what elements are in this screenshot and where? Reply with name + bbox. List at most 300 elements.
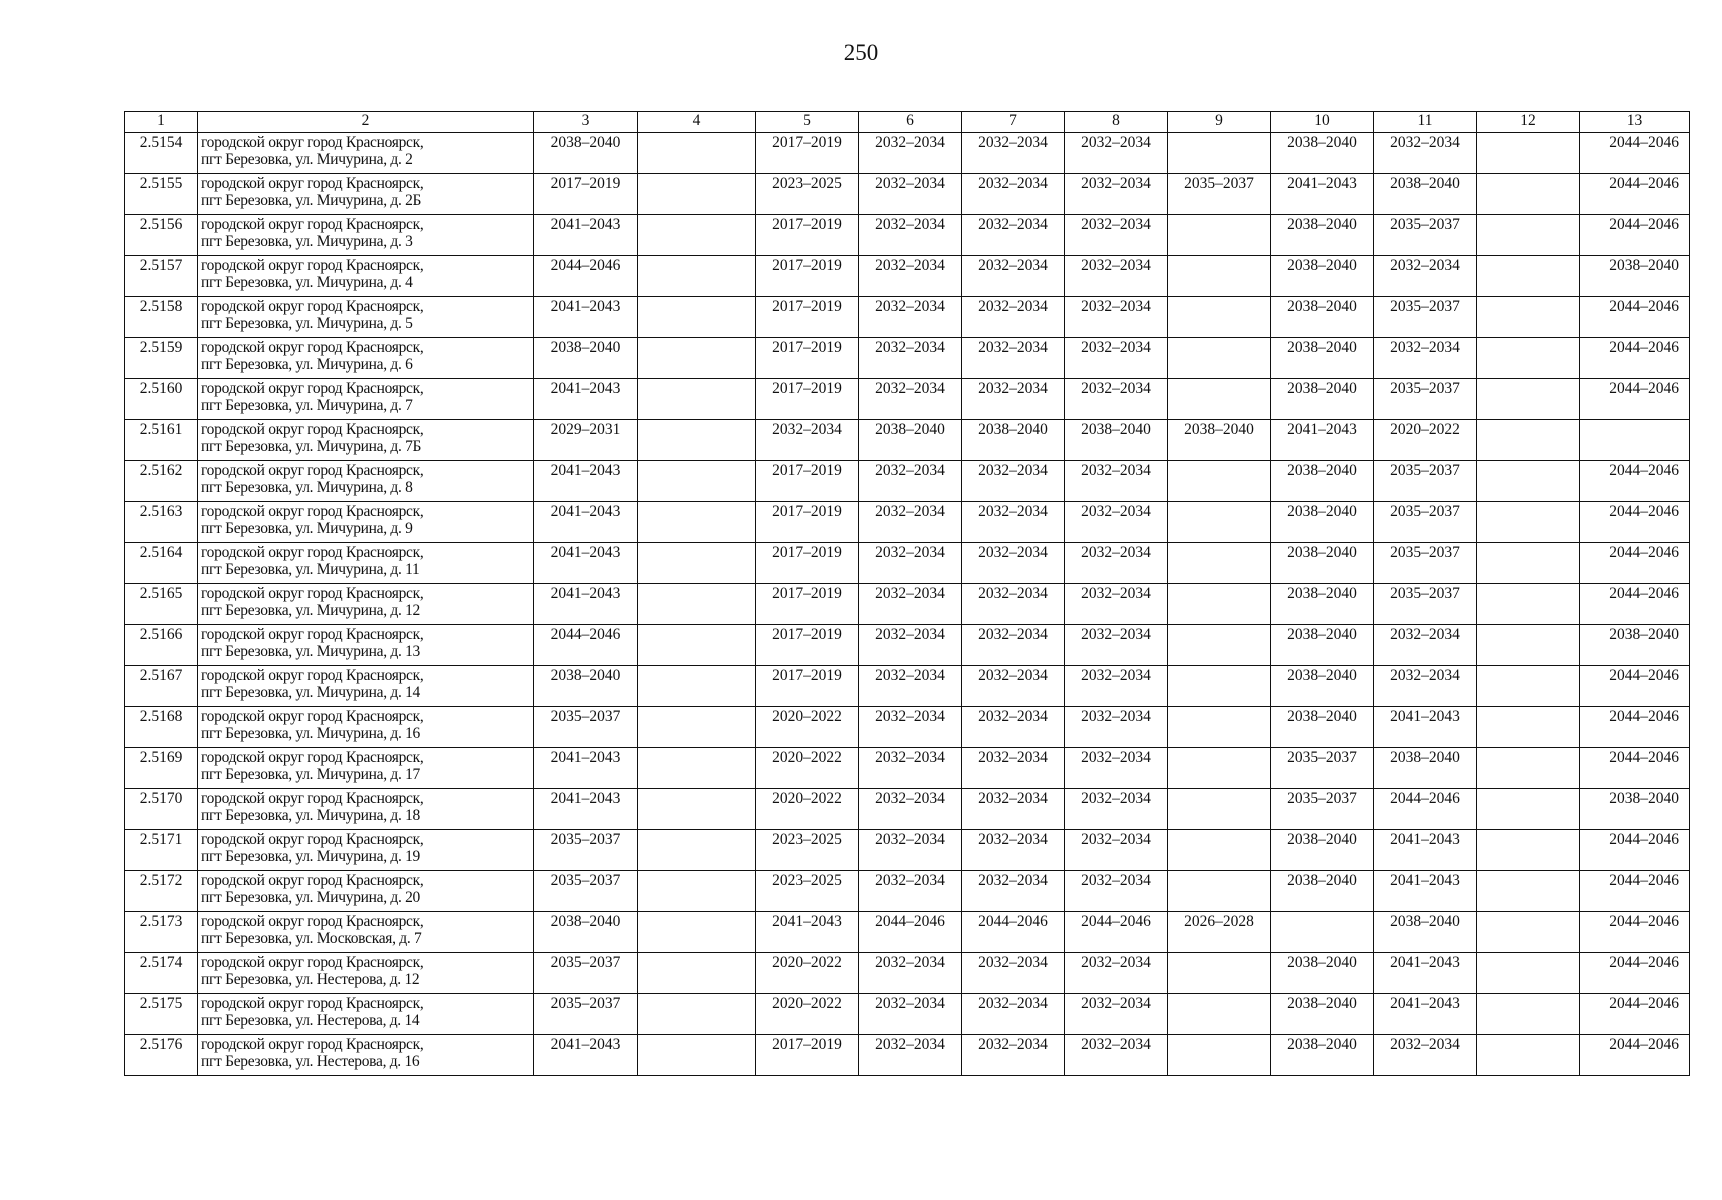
year-range-cell-col12 xyxy=(1477,584,1580,625)
year-range-cell-col9 xyxy=(1168,789,1271,830)
year-range-cell-col10: 2035–2037 xyxy=(1271,789,1374,830)
year-range-cell-col12 xyxy=(1477,748,1580,789)
address-line-municipality: городской округ город Красноярск, xyxy=(201,298,424,315)
year-range-cell-col7: 2032–2034 xyxy=(962,379,1065,420)
year-range-cell-col4 xyxy=(638,133,756,174)
table-row xyxy=(125,502,1690,543)
table-row xyxy=(125,338,1690,379)
address-cell xyxy=(198,707,534,748)
year-range-cell-col11: 2038–2040 xyxy=(1374,174,1477,215)
row-number-cell: 2.5154 xyxy=(125,133,198,174)
year-range-cell-col3: 2041–2043 xyxy=(534,584,638,625)
year-range-cell-col3: 2041–2043 xyxy=(534,502,638,543)
address-line-street: пгт Березовка, ул. Мичурина, д. 7 xyxy=(201,397,413,414)
year-range-cell-col7: 2032–2034 xyxy=(962,789,1065,830)
year-range-cell-col7: 2032–2034 xyxy=(962,543,1065,584)
year-range-cell-col5: 2017–2019 xyxy=(756,543,859,584)
row-number-cell: 2.5173 xyxy=(125,912,198,953)
address-line-street: пгт Березовка, ул. Нестерова, д. 12 xyxy=(201,971,420,988)
year-range-cell-col6: 2032–2034 xyxy=(859,543,962,584)
year-range-cell-col9 xyxy=(1168,871,1271,912)
year-range-cell-col8: 2032–2034 xyxy=(1065,584,1168,625)
year-range-cell-col5: 2020–2022 xyxy=(756,707,859,748)
year-range-cell-col3: 2035–2037 xyxy=(534,830,638,871)
year-range-cell-col11: 2035–2037 xyxy=(1374,379,1477,420)
year-range-cell-col3: 2035–2037 xyxy=(534,707,638,748)
address-line-municipality: городской округ город Красноярск, xyxy=(201,544,424,561)
year-range-cell-col9 xyxy=(1168,707,1271,748)
year-range-cell-col6: 2032–2034 xyxy=(859,379,962,420)
year-range-cell-col7: 2032–2034 xyxy=(962,297,1065,338)
address-line-municipality: городской округ город Красноярск, xyxy=(201,462,424,479)
address-cell xyxy=(198,338,534,379)
year-range-cell-col13: 2044–2046 xyxy=(1580,707,1690,748)
address-cell xyxy=(198,912,534,953)
year-range-cell-col13: 2044–2046 xyxy=(1580,994,1690,1035)
year-range-cell-col12 xyxy=(1477,256,1580,297)
year-range-cell-col10: 2038–2040 xyxy=(1271,297,1374,338)
year-range-cell-col10: 2038–2040 xyxy=(1271,1035,1374,1076)
year-range-cell-col9 xyxy=(1168,543,1271,584)
year-range-cell-col12 xyxy=(1477,830,1580,871)
year-range-cell-col4 xyxy=(638,1035,756,1076)
year-range-cell-col8: 2032–2034 xyxy=(1065,133,1168,174)
table-row xyxy=(125,133,1690,174)
year-range-cell-col10: 2038–2040 xyxy=(1271,871,1374,912)
year-range-cell-col13: 2044–2046 xyxy=(1580,461,1690,502)
year-range-cell-col11: 2032–2034 xyxy=(1374,338,1477,379)
year-range-cell-col8: 2038–2040 xyxy=(1065,420,1168,461)
year-range-cell-col7: 2032–2034 xyxy=(962,502,1065,543)
year-range-cell-col6: 2032–2034 xyxy=(859,625,962,666)
year-range-cell-col13: 2044–2046 xyxy=(1580,666,1690,707)
year-range-cell-col10: 2038–2040 xyxy=(1271,953,1374,994)
year-range-cell-col5: 2023–2025 xyxy=(756,830,859,871)
year-range-cell-col7: 2032–2034 xyxy=(962,1035,1065,1076)
address-line-municipality: городской округ город Красноярск, xyxy=(201,339,424,356)
year-range-cell-col7: 2032–2034 xyxy=(962,215,1065,256)
year-range-cell-col5: 2017–2019 xyxy=(756,666,859,707)
address-cell xyxy=(198,1035,534,1076)
column-header: 9 xyxy=(1168,112,1271,133)
year-range-cell-col13: 2044–2046 xyxy=(1580,174,1690,215)
address-cell xyxy=(198,256,534,297)
year-range-cell-col3: 2044–2046 xyxy=(534,256,638,297)
year-range-cell-col5: 2041–2043 xyxy=(756,912,859,953)
year-range-cell-col9 xyxy=(1168,133,1271,174)
year-range-cell-col3: 2035–2037 xyxy=(534,953,638,994)
year-range-cell-col11: 2035–2037 xyxy=(1374,297,1477,338)
year-range-cell-col6: 2032–2034 xyxy=(859,502,962,543)
year-range-cell-col11: 2035–2037 xyxy=(1374,215,1477,256)
address-cell xyxy=(198,953,534,994)
row-number-cell: 2.5167 xyxy=(125,666,198,707)
column-header: 12 xyxy=(1477,112,1580,133)
address-line-municipality: городской округ город Красноярск, xyxy=(201,380,424,397)
year-range-cell-col7: 2032–2034 xyxy=(962,748,1065,789)
year-range-cell-col6: 2032–2034 xyxy=(859,994,962,1035)
table-row xyxy=(125,830,1690,871)
table-row xyxy=(125,256,1690,297)
year-range-cell-col5: 2020–2022 xyxy=(756,789,859,830)
row-number-cell: 2.5172 xyxy=(125,871,198,912)
year-range-cell-col6: 2032–2034 xyxy=(859,133,962,174)
address-line-street: пгт Березовка, ул. Мичурина, д. 20 xyxy=(201,889,421,906)
year-range-cell-col6: 2032–2034 xyxy=(859,1035,962,1076)
address-cell xyxy=(198,502,534,543)
year-range-cell-col4 xyxy=(638,830,756,871)
year-range-cell-col5: 2020–2022 xyxy=(756,994,859,1035)
address-line-street: пгт Березовка, ул. Нестерова, д. 16 xyxy=(201,1053,420,1070)
year-range-cell-col11: 2035–2037 xyxy=(1374,502,1477,543)
year-range-cell-col10: 2038–2040 xyxy=(1271,666,1374,707)
year-range-cell-col12 xyxy=(1477,379,1580,420)
year-range-cell-col5: 2017–2019 xyxy=(756,584,859,625)
year-range-cell-col4 xyxy=(638,338,756,379)
year-range-cell-col5: 2017–2019 xyxy=(756,379,859,420)
column-header: 13 xyxy=(1580,112,1690,133)
year-range-cell-col13: 2044–2046 xyxy=(1580,133,1690,174)
row-number-cell: 2.5168 xyxy=(125,707,198,748)
year-range-cell-col8: 2032–2034 xyxy=(1065,256,1168,297)
year-range-cell-col9 xyxy=(1168,830,1271,871)
row-number-cell: 2.5175 xyxy=(125,994,198,1035)
year-range-cell-col13: 2044–2046 xyxy=(1580,502,1690,543)
year-range-cell-col8: 2032–2034 xyxy=(1065,994,1168,1035)
year-range-cell-col5: 2017–2019 xyxy=(756,215,859,256)
address-line-street: пгт Березовка, ул. Мичурина, д. 9 xyxy=(201,520,413,537)
year-range-cell-col12 xyxy=(1477,912,1580,953)
year-range-cell-col4 xyxy=(638,953,756,994)
year-range-cell-col5: 2017–2019 xyxy=(756,1035,859,1076)
year-range-cell-col7: 2038–2040 xyxy=(962,420,1065,461)
year-range-cell-col10 xyxy=(1271,912,1374,953)
year-range-cell-col7: 2044–2046 xyxy=(962,912,1065,953)
repair-schedule-table xyxy=(124,111,1690,1076)
year-range-cell-col11: 2032–2034 xyxy=(1374,256,1477,297)
year-range-cell-col13: 2038–2040 xyxy=(1580,256,1690,297)
row-number-cell: 2.5170 xyxy=(125,789,198,830)
table-row xyxy=(125,625,1690,666)
row-number-cell: 2.5158 xyxy=(125,297,198,338)
year-range-cell-col10: 2038–2040 xyxy=(1271,830,1374,871)
year-range-cell-col4 xyxy=(638,584,756,625)
address-line-municipality: городской округ город Красноярск, xyxy=(201,995,424,1012)
year-range-cell-col5: 2032–2034 xyxy=(756,420,859,461)
address-line-street: пгт Березовка, ул. Мичурина, д. 8 xyxy=(201,479,413,496)
year-range-cell-col8: 2032–2034 xyxy=(1065,174,1168,215)
year-range-cell-col3: 2041–2043 xyxy=(534,461,638,502)
column-header: 6 xyxy=(859,112,962,133)
year-range-cell-col11: 2038–2040 xyxy=(1374,912,1477,953)
year-range-cell-col6: 2032–2034 xyxy=(859,338,962,379)
row-number-cell: 2.5163 xyxy=(125,502,198,543)
year-range-cell-col3: 2017–2019 xyxy=(534,174,638,215)
year-range-cell-col5: 2020–2022 xyxy=(756,748,859,789)
year-range-cell-col11: 2032–2034 xyxy=(1374,625,1477,666)
table-row xyxy=(125,584,1690,625)
year-range-cell-col12 xyxy=(1477,871,1580,912)
year-range-cell-col5: 2017–2019 xyxy=(756,502,859,543)
year-range-cell-col5: 2017–2019 xyxy=(756,256,859,297)
year-range-cell-col8: 2032–2034 xyxy=(1065,789,1168,830)
address-cell xyxy=(198,748,534,789)
year-range-cell-col4 xyxy=(638,871,756,912)
year-range-cell-col3: 2035–2037 xyxy=(534,871,638,912)
year-range-cell-col9: 2035–2037 xyxy=(1168,174,1271,215)
table-row xyxy=(125,789,1690,830)
year-range-cell-col7: 2032–2034 xyxy=(962,133,1065,174)
year-range-cell-col12 xyxy=(1477,461,1580,502)
year-range-cell-col13 xyxy=(1580,420,1690,461)
year-range-cell-col9 xyxy=(1168,625,1271,666)
column-header: 3 xyxy=(534,112,638,133)
table-row xyxy=(125,379,1690,420)
address-line-municipality: городской округ город Красноярск, xyxy=(201,1036,424,1053)
table-body xyxy=(125,133,1690,1076)
row-number-cell: 2.5171 xyxy=(125,830,198,871)
address-line-municipality: городской округ город Красноярск, xyxy=(201,667,424,684)
row-number-cell: 2.5162 xyxy=(125,461,198,502)
year-range-cell-col10: 2038–2040 xyxy=(1271,707,1374,748)
table-row xyxy=(125,297,1690,338)
year-range-cell-col3: 2041–2043 xyxy=(534,1035,638,1076)
year-range-cell-col9 xyxy=(1168,953,1271,994)
year-range-cell-col6: 2032–2034 xyxy=(859,215,962,256)
year-range-cell-col6: 2032–2034 xyxy=(859,461,962,502)
table-row xyxy=(125,912,1690,953)
year-range-cell-col13: 2044–2046 xyxy=(1580,953,1690,994)
year-range-cell-col9 xyxy=(1168,748,1271,789)
year-range-cell-col7: 2032–2034 xyxy=(962,584,1065,625)
year-range-cell-col8: 2032–2034 xyxy=(1065,871,1168,912)
year-range-cell-col11: 2020–2022 xyxy=(1374,420,1477,461)
column-header: 4 xyxy=(638,112,756,133)
year-range-cell-col3: 2038–2040 xyxy=(534,338,638,379)
year-range-cell-col6: 2032–2034 xyxy=(859,830,962,871)
address-line-street: пгт Березовка, ул. Мичурина, д. 2Б xyxy=(201,192,422,209)
row-number-cell: 2.5164 xyxy=(125,543,198,584)
year-range-cell-col8: 2032–2034 xyxy=(1065,830,1168,871)
year-range-cell-col5: 2020–2022 xyxy=(756,953,859,994)
year-range-cell-col4 xyxy=(638,502,756,543)
year-range-cell-col9 xyxy=(1168,461,1271,502)
address-line-municipality: городской округ город Красноярск, xyxy=(201,503,424,520)
year-range-cell-col12 xyxy=(1477,666,1580,707)
year-range-cell-col3: 2041–2043 xyxy=(534,297,638,338)
year-range-cell-col13: 2044–2046 xyxy=(1580,543,1690,584)
address-line-street: пгт Березовка, ул. Мичурина, д. 11 xyxy=(201,561,420,578)
year-range-cell-col6: 2032–2034 xyxy=(859,707,962,748)
column-header: 2 xyxy=(198,112,534,133)
year-range-cell-col10: 2038–2040 xyxy=(1271,133,1374,174)
year-range-cell-col13: 2044–2046 xyxy=(1580,297,1690,338)
year-range-cell-col9 xyxy=(1168,666,1271,707)
year-range-cell-col4 xyxy=(638,215,756,256)
year-range-cell-col10: 2038–2040 xyxy=(1271,338,1374,379)
year-range-cell-col8: 2032–2034 xyxy=(1065,215,1168,256)
address-cell xyxy=(198,994,534,1035)
address-line-street: пгт Березовка, ул. Мичурина, д. 4 xyxy=(201,274,413,291)
year-range-cell-col7: 2032–2034 xyxy=(962,830,1065,871)
year-range-cell-col4 xyxy=(638,912,756,953)
year-range-cell-col8: 2044–2046 xyxy=(1065,912,1168,953)
address-cell xyxy=(198,379,534,420)
year-range-cell-col4 xyxy=(638,297,756,338)
address-cell xyxy=(198,174,534,215)
column-header: 5 xyxy=(756,112,859,133)
year-range-cell-col4 xyxy=(638,707,756,748)
year-range-cell-col8: 2032–2034 xyxy=(1065,543,1168,584)
year-range-cell-col12 xyxy=(1477,543,1580,584)
year-range-cell-col6: 2032–2034 xyxy=(859,748,962,789)
row-number-cell: 2.5160 xyxy=(125,379,198,420)
year-range-cell-col13: 2044–2046 xyxy=(1580,912,1690,953)
table-row xyxy=(125,461,1690,502)
address-line-street: пгт Березовка, ул. Мичурина, д. 6 xyxy=(201,356,413,373)
year-range-cell-col9 xyxy=(1168,256,1271,297)
table-row xyxy=(125,215,1690,256)
address-cell xyxy=(198,830,534,871)
year-range-cell-col11: 2041–2043 xyxy=(1374,953,1477,994)
year-range-cell-col10: 2038–2040 xyxy=(1271,543,1374,584)
year-range-cell-col9 xyxy=(1168,338,1271,379)
year-range-cell-col8: 2032–2034 xyxy=(1065,502,1168,543)
year-range-cell-col7: 2032–2034 xyxy=(962,871,1065,912)
year-range-cell-col12 xyxy=(1477,133,1580,174)
address-cell xyxy=(198,420,534,461)
year-range-cell-col6: 2044–2046 xyxy=(859,912,962,953)
year-range-cell-col3: 2038–2040 xyxy=(534,133,638,174)
year-range-cell-col8: 2032–2034 xyxy=(1065,625,1168,666)
address-line-municipality: городской округ город Красноярск, xyxy=(201,585,424,602)
year-range-cell-col9 xyxy=(1168,994,1271,1035)
year-range-cell-col6: 2032–2034 xyxy=(859,871,962,912)
year-range-cell-col6: 2032–2034 xyxy=(859,297,962,338)
year-range-cell-col8: 2032–2034 xyxy=(1065,338,1168,379)
address-line-municipality: городской округ город Красноярск, xyxy=(201,216,424,233)
address-line-street: пгт Березовка, ул. Мичурина, д. 3 xyxy=(201,233,413,250)
year-range-cell-col9 xyxy=(1168,215,1271,256)
year-range-cell-col6: 2032–2034 xyxy=(859,256,962,297)
year-range-cell-col9: 2026–2028 xyxy=(1168,912,1271,953)
year-range-cell-col13: 2044–2046 xyxy=(1580,871,1690,912)
year-range-cell-col7: 2032–2034 xyxy=(962,666,1065,707)
year-range-cell-col12 xyxy=(1477,1035,1580,1076)
year-range-cell-col6: 2032–2034 xyxy=(859,666,962,707)
year-range-cell-col8: 2032–2034 xyxy=(1065,748,1168,789)
year-range-cell-col12 xyxy=(1477,297,1580,338)
year-range-cell-col9 xyxy=(1168,297,1271,338)
year-range-cell-col5: 2017–2019 xyxy=(756,461,859,502)
year-range-cell-col4 xyxy=(638,379,756,420)
address-line-municipality: городской округ город Красноярск, xyxy=(201,421,424,438)
address-line-municipality: городской округ город Красноярск, xyxy=(201,134,424,151)
year-range-cell-col6: 2032–2034 xyxy=(859,789,962,830)
row-number-cell: 2.5156 xyxy=(125,215,198,256)
year-range-cell-col13: 2044–2046 xyxy=(1580,830,1690,871)
year-range-cell-col11: 2041–2043 xyxy=(1374,830,1477,871)
address-cell xyxy=(198,297,534,338)
year-range-cell-col11: 2032–2034 xyxy=(1374,1035,1477,1076)
year-range-cell-col12 xyxy=(1477,953,1580,994)
year-range-cell-col6: 2038–2040 xyxy=(859,420,962,461)
year-range-cell-col12 xyxy=(1477,338,1580,379)
address-cell xyxy=(198,543,534,584)
year-range-cell-col10: 2038–2040 xyxy=(1271,502,1374,543)
address-line-municipality: городской округ город Красноярск, xyxy=(201,954,424,971)
address-line-street: пгт Березовка, ул. Мичурина, д. 13 xyxy=(201,643,421,660)
year-range-cell-col13: 2044–2046 xyxy=(1580,748,1690,789)
address-line-street: пгт Березовка, ул. Мичурина, д. 2 xyxy=(201,151,413,168)
year-range-cell-col11: 2032–2034 xyxy=(1374,133,1477,174)
table-row xyxy=(125,420,1690,461)
year-range-cell-col10: 2038–2040 xyxy=(1271,584,1374,625)
year-range-cell-col4 xyxy=(638,625,756,666)
table-row xyxy=(125,543,1690,584)
address-line-municipality: городской округ город Красноярск, xyxy=(201,790,424,807)
year-range-cell-col11: 2032–2034 xyxy=(1374,666,1477,707)
year-range-cell-col4 xyxy=(638,748,756,789)
year-range-cell-col8: 2032–2034 xyxy=(1065,461,1168,502)
row-number-cell: 2.5165 xyxy=(125,584,198,625)
year-range-cell-col3: 2038–2040 xyxy=(534,912,638,953)
year-range-cell-col11: 2041–2043 xyxy=(1374,871,1477,912)
address-cell xyxy=(198,461,534,502)
table-row xyxy=(125,666,1690,707)
year-range-cell-col3: 2041–2043 xyxy=(534,543,638,584)
address-line-municipality: городской округ город Красноярск, xyxy=(201,749,424,766)
column-header: 8 xyxy=(1065,112,1168,133)
address-line-municipality: городской округ город Красноярск, xyxy=(201,257,424,274)
year-range-cell-col11: 2038–2040 xyxy=(1374,748,1477,789)
year-range-cell-col8: 2032–2034 xyxy=(1065,953,1168,994)
year-range-cell-col5: 2023–2025 xyxy=(756,871,859,912)
row-number-cell: 2.5157 xyxy=(125,256,198,297)
year-range-cell-col11: 2035–2037 xyxy=(1374,543,1477,584)
year-range-cell-col12 xyxy=(1477,420,1580,461)
year-range-cell-col11: 2041–2043 xyxy=(1374,994,1477,1035)
row-number-cell: 2.5159 xyxy=(125,338,198,379)
row-number-cell: 2.5176 xyxy=(125,1035,198,1076)
address-line-street: пгт Березовка, ул. Мичурина, д. 5 xyxy=(201,315,413,332)
year-range-cell-col3: 2041–2043 xyxy=(534,748,638,789)
year-range-cell-col12 xyxy=(1477,994,1580,1035)
year-range-cell-col8: 2032–2034 xyxy=(1065,297,1168,338)
year-range-cell-col3: 2038–2040 xyxy=(534,666,638,707)
address-cell xyxy=(198,666,534,707)
year-range-cell-col13: 2038–2040 xyxy=(1580,625,1690,666)
year-range-cell-col10: 2038–2040 xyxy=(1271,625,1374,666)
year-range-cell-col6: 2032–2034 xyxy=(859,953,962,994)
year-range-cell-col10: 2038–2040 xyxy=(1271,215,1374,256)
address-line-municipality: городской округ город Красноярск, xyxy=(201,872,424,889)
column-header: 10 xyxy=(1271,112,1374,133)
year-range-cell-col10: 2038–2040 xyxy=(1271,256,1374,297)
year-range-cell-col4 xyxy=(638,420,756,461)
year-range-cell-col13: 2044–2046 xyxy=(1580,584,1690,625)
address-line-municipality: городской округ город Красноярск, xyxy=(201,831,424,848)
table-row xyxy=(125,707,1690,748)
year-range-cell-col3: 2041–2043 xyxy=(534,379,638,420)
year-range-cell-col11: 2041–2043 xyxy=(1374,707,1477,748)
column-header: 1 xyxy=(125,112,198,133)
year-range-cell-col13: 2044–2046 xyxy=(1580,379,1690,420)
table-row xyxy=(125,748,1690,789)
year-range-cell-col13: 2044–2046 xyxy=(1580,215,1690,256)
year-range-cell-col5: 2017–2019 xyxy=(756,133,859,174)
year-range-cell-col13: 2038–2040 xyxy=(1580,789,1690,830)
